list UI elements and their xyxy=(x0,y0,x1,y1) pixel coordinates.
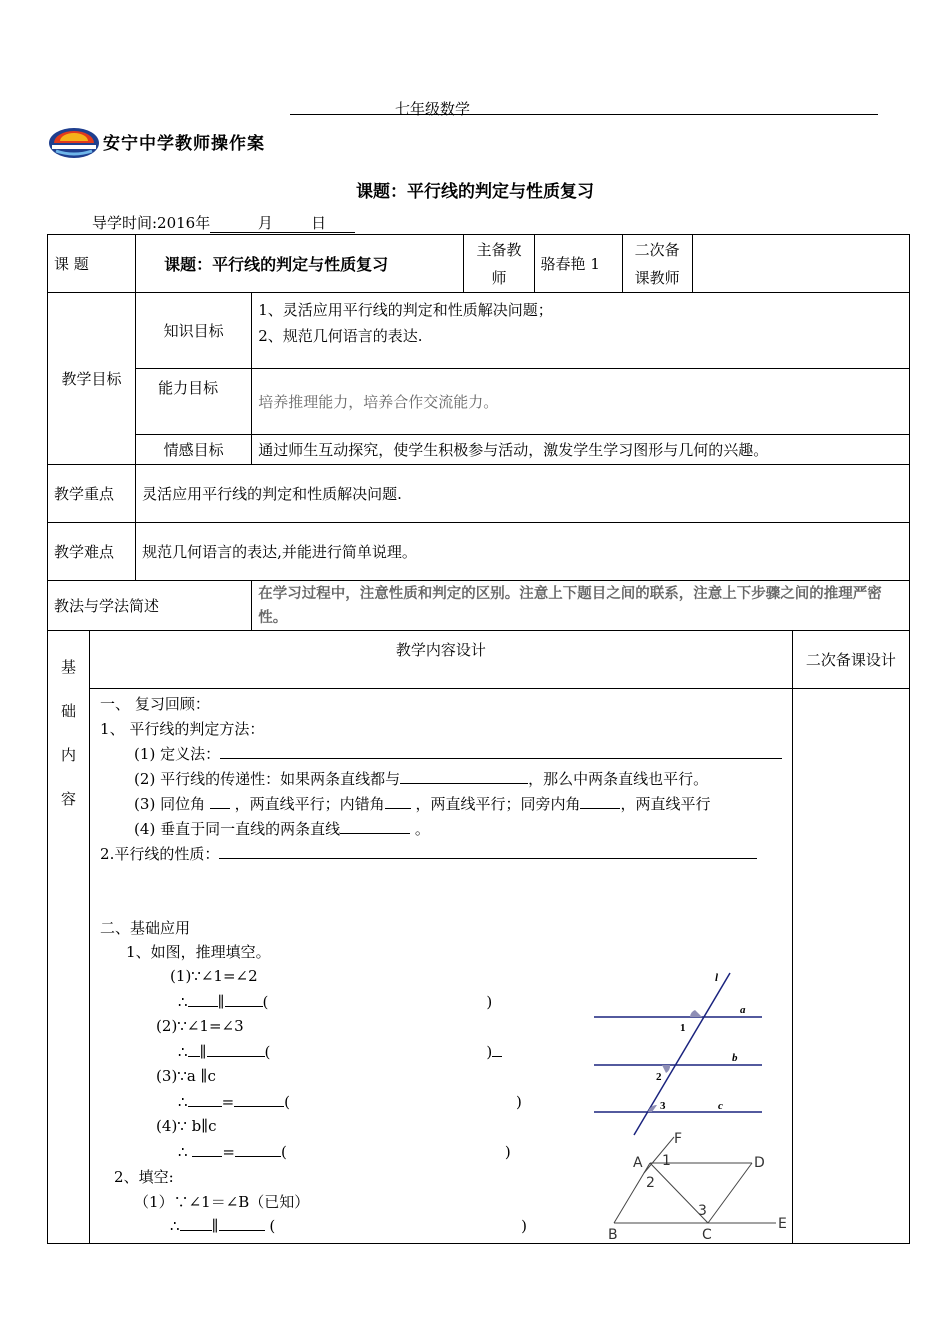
difficulty-text: 规范几何语言的表达,并能进行简单说理。 xyxy=(136,523,910,581)
header-rule xyxy=(290,114,878,115)
label-1: 1 xyxy=(680,1022,686,1034)
page-title: 课题：平行线的判定与性质复习 xyxy=(356,182,594,202)
main-teacher-value: 骆春艳 1 xyxy=(534,235,622,293)
school-logo xyxy=(48,126,100,160)
q1-step-1-therefore: ∴ ∥ ( ) xyxy=(178,993,493,1011)
angle-2-mark xyxy=(662,1065,670,1073)
ability-goal-label: 能力目标 xyxy=(136,369,252,435)
label-b: b xyxy=(732,1052,738,1064)
knowledge-goal-label: 知识目标 xyxy=(136,293,252,369)
angle-1-mark xyxy=(690,1010,702,1017)
label-F: F xyxy=(674,1131,683,1147)
label-C: C xyxy=(702,1227,712,1239)
date-label: 导学时间:2016年 xyxy=(92,214,211,232)
judge-item-3: (3) 同位角 ，两直线平行；内错角 ，两直线平行；同旁内角 ，两直线平行 xyxy=(134,795,711,813)
basic-content-label: 基 础 内 容 xyxy=(48,631,90,1244)
q1-step-1: (1)∵∠1=∠2 xyxy=(170,967,258,985)
second-teacher-value xyxy=(692,235,909,293)
parallel-lines-figure xyxy=(590,969,770,1139)
review-heading: 一、 复习回顾： xyxy=(100,695,210,713)
ability-goal-text: 培养推理能力，培养合作交流能力。 xyxy=(252,369,910,435)
label-B: B xyxy=(608,1227,618,1239)
label-A: A xyxy=(633,1155,643,1171)
label-angle-2: 2 xyxy=(646,1175,655,1191)
label-3: 3 xyxy=(660,1100,666,1112)
q1-step-2-therefore: ∴ ∥ ( ) xyxy=(178,1042,502,1061)
label-c: c xyxy=(718,1100,723,1112)
method-label: 教法与学法简述 xyxy=(48,581,252,631)
goals-label: 教学目标 xyxy=(48,293,136,465)
q1-step-4-therefore: ∴ = ( ) xyxy=(178,1143,511,1161)
judge-item-2: (2) 平行线的传递性：如果两条直线都与 ，那么中两条直线也平行。 xyxy=(134,770,709,788)
q1-step-3: (3)∵a ∥c xyxy=(156,1067,216,1085)
emotion-goal-text: 通过师生互动探究，使学生积极参与活动，激发学生学习图形与几何的兴趣。 xyxy=(252,435,910,465)
judge-heading: 1、 平行线的判定方法： xyxy=(100,720,265,738)
design-header: 教学内容设计 xyxy=(90,631,793,689)
question-2: 2、填空: xyxy=(114,1168,174,1186)
second-design-area xyxy=(792,689,909,1244)
lesson-plan-table xyxy=(47,234,910,1244)
quadrilateral-figure xyxy=(602,1129,792,1239)
content-area xyxy=(90,689,793,1244)
q2-step-1: （1）∵∠1＝∠B（已知） xyxy=(134,1193,310,1211)
judge-item-4: (4) 垂直于同一直线的两条直线 。 xyxy=(134,820,430,838)
second-design-header: 二次备课设计 xyxy=(792,631,909,689)
q2-step-1-therefore: ∴ ∥ ( ) xyxy=(170,1217,528,1235)
label-a: a xyxy=(740,1004,746,1016)
second-teacher-label: 二次备课教师 xyxy=(622,235,692,293)
topic-value: 课题：平行线的判定与性质复习 xyxy=(136,235,464,293)
key-point-label: 教学重点 xyxy=(48,465,136,523)
q1-step-4: (4)∵ b∥c xyxy=(156,1117,217,1135)
grade-label: 七年级数学 xyxy=(395,100,471,118)
difficulty-label: 教学难点 xyxy=(48,523,136,581)
key-point-text: 灵活应用平行线的判定和性质解决问题. xyxy=(136,465,910,523)
label-angle-3: 3 xyxy=(698,1203,707,1219)
school-name: 安宁中学教师操作案 xyxy=(103,134,265,154)
study-date xyxy=(92,212,355,233)
label-l: l xyxy=(715,972,719,984)
basic-app-heading: 二、基础应用 xyxy=(100,919,191,937)
label-angle-1: 1 xyxy=(662,1153,671,1169)
topic-label: 课 题 xyxy=(48,235,136,293)
label-2: 2 xyxy=(656,1071,662,1083)
question-1: 1、如图，推理填空。 xyxy=(126,943,271,961)
emotion-goal-label: 情感目标 xyxy=(136,435,252,465)
label-D: D xyxy=(754,1155,765,1171)
property-heading: 2.平行线的性质： xyxy=(100,843,757,864)
label-E: E xyxy=(778,1216,787,1232)
knowledge-goal-text: 1、灵活应用平行线的判定和性质解决问题； 2、规范几何语言的表达. xyxy=(252,293,910,369)
judge-item-1: (1) 定义法： xyxy=(134,743,782,764)
q1-step-2: (2)∵∠1=∠3 xyxy=(156,1017,244,1035)
q1-step-3-therefore: ∴ = ( ) xyxy=(178,1093,522,1111)
month-blank: 月 日 xyxy=(210,214,354,233)
method-text: 在学习过程中，注意性质和判定的区别。注意上下题目之间的联系，注意上下步骤之间的推理严密性。 xyxy=(252,581,910,631)
main-teacher-label: 主备教师 xyxy=(464,235,534,293)
line-l xyxy=(634,973,730,1135)
